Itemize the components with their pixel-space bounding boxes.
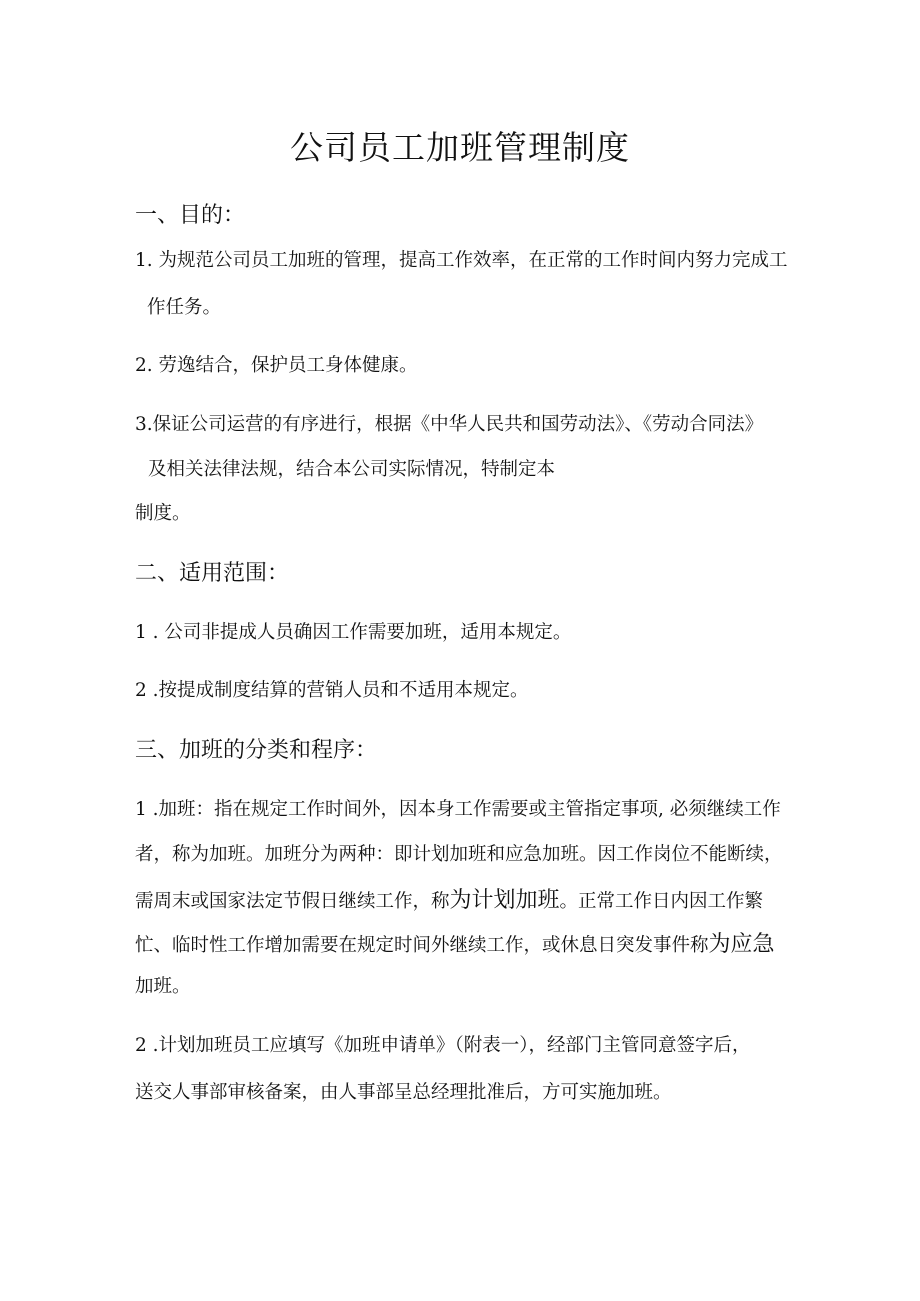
section3-item1-line4-part1: 忙、临时性工作增加需要在规定时间外继续工作，或休息日突发事件称 <box>135 935 709 956</box>
section3-item1-line1: 1 .加班：指在规定工作时间外，因本身工作需要或主管指定事项, 必须继续工作 <box>135 799 781 820</box>
section2-item1: 1 . 公司非提成人员确因工作需要加班，适用本规定。 <box>135 622 572 643</box>
section3-item1-line5: 加班。 <box>135 976 191 997</box>
section1-item1-line1: 1. 为规范公司员工加班的管理，提高工作效率，在正常的工作时间内努力完成工 <box>135 250 788 271</box>
section3-item1-line3-part1: 需周末或国家法定节假日继续工作，称 <box>135 891 450 912</box>
section2-item2: 2 .按提成制度结算的营销人员和不适用本规定。 <box>135 680 529 701</box>
section3-item1-line3 <box>135 883 763 914</box>
section3-item1-line2: 者，称为加班。加班分为两种：即计划加班和应急加班。因工作岗位不能断续， <box>135 844 783 865</box>
section3-item2-line2: 送交人事部审核备案，由人事部呈总经理批准后，方可实施加班。 <box>135 1082 672 1103</box>
section3-item1-line4-emphasis: 为应急 <box>708 932 775 957</box>
document-title: 公司员工加班管理制度 <box>290 128 630 167</box>
section3-item2-line1: 2 .计划加班员工应填写《加班申请单》（附表一），经部门主管同意签字后， <box>135 1035 751 1056</box>
section1-item2: 2. 劳逸结合，保护员工身体健康。 <box>135 355 418 376</box>
section3-item1-line3-part3: 。正常工作日内因工作繁 <box>559 891 764 912</box>
section2-heading: 二、适用范围： <box>135 561 290 586</box>
section1-item3-line3: 制度。 <box>135 503 191 524</box>
section1-heading: 一、目的： <box>135 203 246 228</box>
section3-item1-line4 <box>135 927 775 958</box>
section1-item3-line2: 及相关法律法规，结合本公司实际情况，特制定本 <box>148 459 556 480</box>
section1-item3-line1: 3.保证公司运营的有序进行，根据《中华人民共和国劳动法》、《劳动合同法》 <box>135 414 764 435</box>
section1-item1-line2: 作任务。 <box>147 297 222 318</box>
section3-item1-line3-emphasis: 为计划加班 <box>449 888 560 913</box>
section3-heading: 三、加班的分类和程序： <box>135 738 378 763</box>
